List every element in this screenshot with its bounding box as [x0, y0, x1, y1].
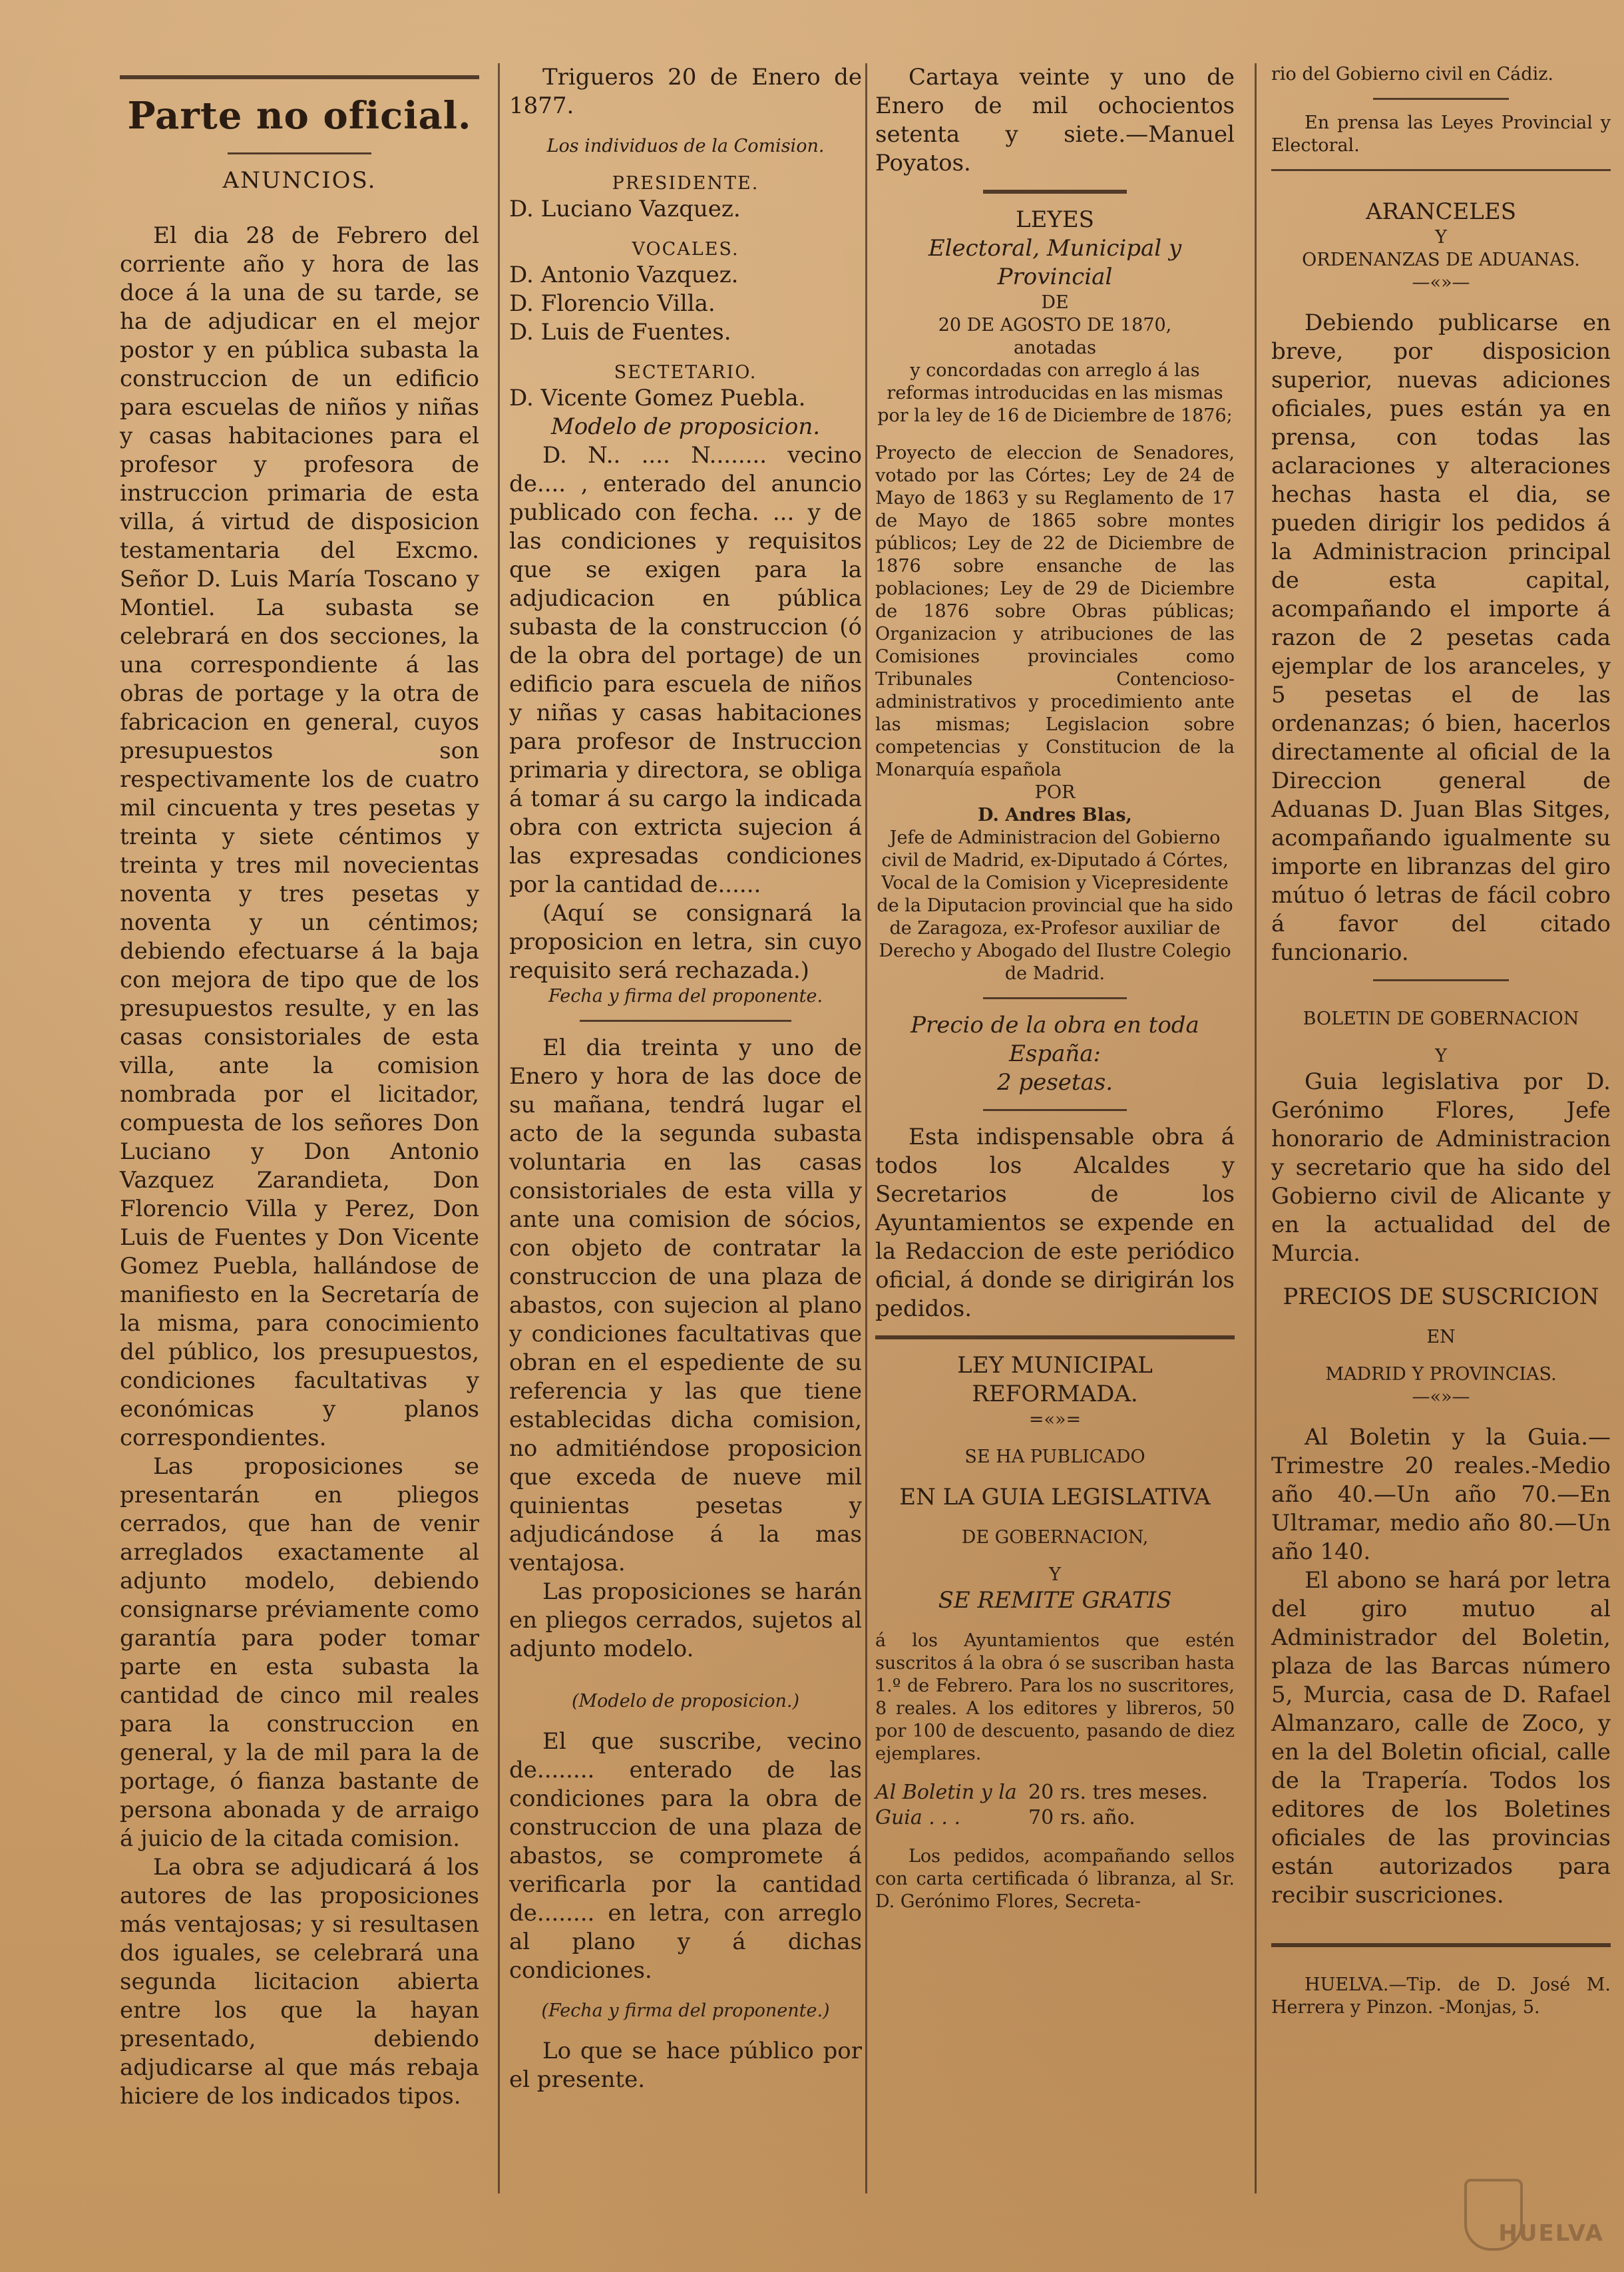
paragraph: Las proposiciones se presentarán en pliegos cerrados, que han de venir arreglados exactamente al adjunto modelo, debiendo consignarse préviamente como garantía para poder tomar parte en esta subasta la cantidad de cinco mil reales para la construccion en general, y la de mil para la de portage, ó fianza bastante de persona abonada y de arraigo á juicio de la citada comision.: [120, 1453, 479, 1852]
heading: ORDENANZAS DE ADUANAS.: [1302, 250, 1580, 270]
heading: ARANCELES: [1366, 198, 1516, 225]
ornament: =«»=: [1028, 1409, 1082, 1430]
paragraph: Lo que se hace público por el presente.: [509, 2038, 862, 2093]
label: Y: [1435, 1046, 1447, 1066]
heading: LEYES: [1016, 206, 1094, 233]
label: POR: [1034, 782, 1076, 803]
paragraph: Precio de la obra en toda España:: [911, 1012, 1199, 1067]
column-rule: [1255, 63, 1257, 2193]
paragraph: El abono se hará por letra del giro mutuo al Administrador del Boletin, plaza de las Barcas número 5, Murcia, casa de D. Rafael Almanzaro, calle de Zoco, y en la del Boletin oficial, calle de la Trapería. Todos los editores de los Boletines oficiales de las provincias están autorizados para recibir suscriciones.: [1271, 1567, 1611, 1909]
ornament: —«»—: [1412, 1387, 1470, 1407]
price: 2 pesetas.: [996, 1069, 1114, 1096]
paragraph: Trigueros 20 de Enero de 1877.: [509, 64, 862, 119]
column-rule: [865, 63, 867, 2193]
paragraph: á los Ayuntamientos que estén suscritos á la obra ó se suscriban hasta 1.º de Febrero. Para los no suscritores, 8 reales. A los editores y libreros, 50 por 100 de descuento, pasando de diez ejemplares.: [875, 1630, 1235, 1764]
column-4: [1271, 63, 1611, 2019]
label: DE GOBERNACION,: [961, 1527, 1149, 1548]
divider: [1271, 1943, 1611, 1947]
divider: [1373, 979, 1509, 981]
archive-stamp: [1464, 2179, 1604, 2252]
ornament: —«»—: [1412, 272, 1470, 293]
name: D. Antonio Vazquez.: [509, 262, 739, 288]
divider: [983, 997, 1127, 999]
paragraph: Proyecto de eleccion de Senadores, votado por las Córtes; Ley de 24 de Mayo de 1863 y su Reglamento de 17 de Mayo de 1865 sobre montes públicos; Ley de 22 de Diciembre de 1876 sobre ensanche de las poblaciones; Ley de 29 de Diciembre de 1876 sobre Obras públicas; Organizacion y atribuciones de las Comisiones provinciales como Tribunales Contencioso-administrativos y procedimiento ante las mismas; Legislacion sobre competencias y Constitucion de la Monarquía española: [875, 443, 1235, 780]
imprint: HUELVA.—Tip. de D. José M. Herrera y Pinzon. -Monjas, 5.: [1271, 1974, 1611, 2018]
stamp-label: HUELVA: [1498, 2220, 1604, 2247]
label: SE HA PUBLICADO: [964, 1447, 1145, 1467]
label: DE: [1041, 292, 1069, 313]
price-value: 70 rs. año.: [1028, 1806, 1135, 1829]
heading: BOLETIN DE GOBERNACION: [1303, 1009, 1579, 1029]
divider: [875, 1335, 1235, 1339]
paragraph: Las proposiciones se harán en pliegos cerrados, sujetos al adjunto modelo.: [509, 1578, 862, 1662]
divider: [120, 75, 479, 79]
author: D. Andres Blas,: [978, 805, 1132, 825]
paragraph: El dia 28 de Febrero del corriente año y hora de las doce á la una de su tarde, se ha de adjudicar en el mejor postor y en pública subasta la construccion de un edificio para escuelas de niños y niñas y casas habitaciones para el profesor y profesora de instruccion primaria de esta villa, á virtud de disposicion testamentaria del Excmo. Señor D. Luis María Toscano y Montiel. La subasta se celebrará en dos secciones, la una correspondiente á las obras de portage y la otra de fabricacion en general, cuyos presupuestos son respectivamente los de cuatro mil cincuenta y tres pesetas y treinta y siete céntimos y treinta y tres mil novecientas noventa y tres pesetas y noventa y un céntimos; debiendo efectuarse á la baja con mejora de tipo que de los presupuestos resulte, y en las casas consistoriales de esta villa, ante la comision nombrada por el licitador, compuesta de los señores Don Luciano y Don Antonio Vazquez Zarandieta, Don Florencio Villa y Perez, Don Luis de Fuentes y Don Vicente Gomez Puebla, hallándose de manifiesto en la Secretaría de la misma, para conocimiento del público, los presupuestos, condiciones facultativas y económicas y planos correspondientes.: [120, 222, 479, 1451]
label: Y: [1435, 227, 1447, 248]
label: VOCALES.: [632, 239, 739, 260]
heading: SE REMITE GRATIS: [938, 1587, 1172, 1614]
paragraph: Debiendo publicarse en breve, por disposicion superior, nuevas adiciones oficiales, pues están ya en prensa, con todas las aclaraciones y alteraciones hechas hasta el dia, se pueden dirigir los pedidos á la Administracion principal de esta capital, acompañando el importe á razon de 2 pesetas cada ejemplar de los aranceles, y 5 pesetas el de las ordenanzas; ó bien, hacerlos directamente al oficial de la Direccion general de Aduanas D. Juan Blas Sitges, acompañando igualmente su importe en libranzas del giro mútuo ó letras de fácil cobro á favor del citado funcionario.: [1271, 310, 1611, 966]
price-values: [1028, 1780, 1235, 1831]
name: D. Florencio Villa.: [509, 290, 715, 317]
label: Y: [1049, 1564, 1061, 1585]
paragraph: En prensa las Leyes Provincial y Electoral.: [1271, 113, 1611, 156]
heading: PRECIOS DE SUSCRICION: [1283, 1283, 1599, 1310]
label: SECTETARIO.: [614, 362, 757, 383]
price-row: [875, 1780, 1235, 1831]
paragraph: D. N.. .... N........ vecino de.... , enterado del anuncio publicado con fecha. ... y de las condiciones y requisitos que se exigen para la adjudicacion en pública subasta de la construccion (ó de la obra del portage) de un edificio para escuela de niños y niñas y casas habitaciones para profesor de Instruccion primaria y directora, se obliga á tomar á su cargo la indicada obra con extricta sujecion á las expresadas condiciones por la cantidad de......: [509, 442, 862, 898]
heading: LEY MUNICIPAL REFORMADA.: [957, 1352, 1153, 1407]
paragraph: Jefe de Administracion del Gobierno civil de Madrid, ex-Diputado á Córtes, Vocal de la Comision y Vicepresidente de la Diputacion provincial que ha sido de Zaragoza, ex-Profesor auxiliar de Derecho y Abogado del Ilustre Colegio de Madrid.: [877, 827, 1233, 984]
paragraph: Guia legislativa por D. Gerónimo Flores, Jefe honorario de Administracion y secretario que ha sido del Gobierno civil de Alicante y en la actualidad del de Murcia.: [1271, 1068, 1611, 1267]
subsection-title: ANUNCIOS.: [222, 167, 377, 194]
heading: Modelo de proposicion.: [550, 413, 821, 440]
paragraph: La obra se adjudicará á los autores de las proposiciones más ventajosas; y si resultasen dos iguales, se celebrará una segunda licitacion abierta entre los que la hayan presentado, debiendo adjudicarse al que más rebaja hiciere de los indicados tipos.: [120, 1854, 479, 2110]
price-value: 20 rs. tres meses.: [1028, 1781, 1208, 1804]
name: D. Luciano Vazquez.: [509, 196, 741, 222]
divider: [580, 1020, 791, 1022]
heading: EN LA GUIA LEGISLATIVA: [899, 1484, 1211, 1510]
paragraph: Esta indispensable obra á todos los Alcaldes y Secretarios de los Ayuntamientos se expende en la Redaccion de este periódico oficial, á donde se dirigirán los pedidos.: [875, 1124, 1235, 1322]
label: PRESIDENTE.: [612, 173, 759, 194]
label: anotadas: [1014, 338, 1096, 358]
paragraph: y concordadas con arreglo á las reformas introducidas en las mismas por la ley de 16 de Diciembre de 1876;: [877, 360, 1233, 426]
divider: [983, 190, 1127, 194]
subheading: Electoral, Municipal y Provincial: [928, 235, 1182, 290]
heading: (Modelo de proposicion.): [571, 1691, 799, 1711]
name: D. Vicente Gomez Puebla.: [509, 385, 806, 411]
price-label: Al Boletin y la Guia . . .: [875, 1781, 1017, 1829]
paragraph: Cartaya veinte y uno de Enero de mil ochocientos setenta y siete.—Manuel Poyatos.: [875, 64, 1235, 176]
divider: [983, 1109, 1127, 1111]
name: D. Luis de Fuentes.: [509, 319, 731, 345]
column-2: [509, 63, 862, 2094]
paragraph: El dia treinta y uno de Enero y hora de las doce de su mañana, tendrá lugar el acto de la segunda subasta voluntaria en las casas consistoriales de esta villa y ante una comision de sócios, con objeto de contratar la construccion de una plaza de abastos, con sujecion al plano y condiciones facultativas que obran en el espediente de su referencia y las que tiene establecidas dicha comision, no admitiéndose proposicion que exceda de nueve mil quinientas pesetas y adjudicándose á la mas ventajosa.: [509, 1034, 862, 1576]
paragraph: rio del Gobierno civil en Cádiz.: [1271, 64, 1554, 85]
section-title: Parte no oficial.: [127, 94, 472, 138]
column-1: [120, 63, 479, 2111]
signature-line: Fecha y firma del proponente.: [548, 986, 823, 1007]
label: EN: [1426, 1327, 1456, 1347]
paragraph: Al Boletin y la Guia.—Trimestre 20 reales.-Medio año 40.—Un año 70.—En Ultramar, medio año 80.—Un año 140.: [1271, 1424, 1611, 1565]
paragraph: (Aquí se consignará la proposicion en letra, sin cuyo requisito será rechazada.): [509, 900, 862, 984]
date: 20 DE AGOSTO DE 1870,: [938, 315, 1172, 336]
divider: [1373, 98, 1509, 100]
divider: [228, 152, 371, 154]
paragraph: El que suscribe, vecino de........ enterado de las condiciones para la obra de construccion de una plaza de abastos, se compromete á verificarla por la cantidad de........ en letra, con arreglo al plano y á dichas condiciones.: [509, 1728, 862, 1984]
divider: [1271, 169, 1611, 171]
paragraph: Los pedidos, acompañando sellos con carta certificada ó libranza, al Sr. D. Gerónimo Flores, Secreta-: [875, 1846, 1235, 1912]
heading: MADRID Y PROVINCIAS.: [1325, 1364, 1557, 1385]
column-rule: [498, 63, 500, 2193]
signature-line: (Fecha y firma del proponente.): [541, 2000, 830, 2021]
heading: Los individuos de la Comision.: [546, 136, 825, 156]
column-3: [875, 63, 1235, 1913]
